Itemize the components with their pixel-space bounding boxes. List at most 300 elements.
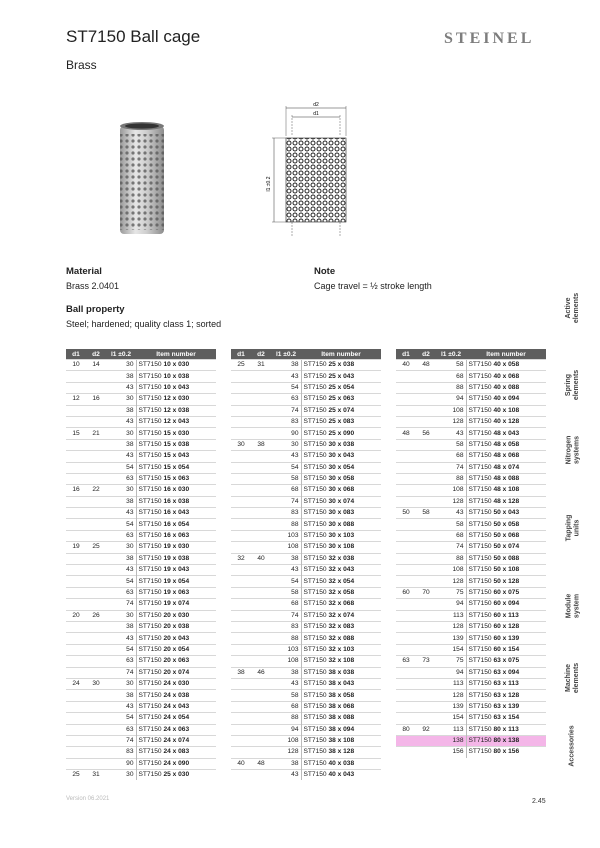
cell-item-number	[136, 565, 216, 576]
cell-d1: 15	[66, 428, 86, 439]
cell-item-number	[301, 439, 381, 450]
cell-d2	[251, 428, 271, 439]
cell-d1	[396, 496, 416, 507]
cell-l1: 68	[436, 530, 466, 541]
item-size: 32 x 108	[328, 657, 355, 665]
table-row	[66, 473, 216, 484]
item-size: 32 x 054	[328, 577, 355, 585]
table-row	[66, 690, 216, 701]
col-d2: d2	[86, 349, 106, 360]
cell-l1: 108	[271, 542, 301, 553]
cell-item-number	[301, 576, 381, 587]
item-size: 50 x 043	[493, 509, 520, 517]
cell-l1: 94	[271, 724, 301, 735]
cell-l1: 88	[436, 382, 466, 393]
cell-item-number	[136, 416, 216, 427]
cell-item-number	[301, 587, 381, 598]
cell-l1: 68	[271, 599, 301, 610]
item-prefix: ST7150	[138, 645, 162, 653]
item-size: 20 x 054	[163, 645, 190, 653]
sidebar-label: Nitrogen systems	[565, 435, 580, 465]
cell-d2	[251, 724, 271, 735]
cell-d1	[231, 656, 251, 667]
cell-item-number	[136, 758, 216, 769]
cell-d2	[416, 713, 436, 724]
cell-item-number	[466, 565, 546, 576]
item-size: 15 x 030	[163, 429, 190, 437]
item-size: 24 x 054	[163, 714, 190, 722]
cell-d1	[231, 599, 251, 610]
item-prefix: ST7150	[303, 406, 327, 414]
cell-d2	[251, 576, 271, 587]
item-size: 24 x 038	[163, 691, 190, 699]
cell-item-number	[136, 690, 216, 701]
cell-item-number	[136, 644, 216, 655]
item-prefix: ST7150	[468, 463, 492, 471]
table-row	[66, 394, 216, 405]
cell-l1: 94	[436, 599, 466, 610]
cell-item-number	[301, 485, 381, 496]
cell-l1: 43	[106, 565, 136, 576]
table-row	[396, 394, 546, 405]
table-row	[231, 394, 381, 405]
table-row	[231, 530, 381, 541]
item-size: 60 x 094	[493, 600, 520, 608]
sidebar-tapping-units[interactable]	[546, 498, 600, 558]
cell-item-number	[301, 747, 381, 758]
sidebar-nitrogen-systems[interactable]	[546, 420, 600, 480]
item-size: 25 x 054	[328, 383, 355, 391]
cell-d2	[251, 473, 271, 484]
cell-item-number	[136, 576, 216, 587]
cell-l1: 58	[271, 587, 301, 598]
cell-l1: 38	[271, 758, 301, 769]
cell-d2	[416, 473, 436, 484]
table-row	[396, 360, 546, 371]
cell-d1: 25	[66, 770, 86, 781]
cell-item-number	[136, 428, 216, 439]
table-row	[396, 553, 546, 564]
cell-item-number	[136, 701, 216, 712]
item-prefix: ST7150	[303, 589, 327, 596]
cell-d1	[231, 610, 251, 621]
item-prefix: ST7150	[468, 509, 492, 517]
table-row	[231, 371, 381, 382]
cell-d2: 14	[86, 360, 106, 371]
cell-d1	[396, 599, 416, 610]
cell-d2	[86, 473, 106, 484]
cell-l1: 83	[271, 416, 301, 427]
item-size: 38 x 068	[328, 702, 355, 710]
item-size: 48 x 043	[493, 429, 520, 437]
cell-d1	[396, 416, 416, 427]
cell-item-number	[466, 416, 546, 427]
item-prefix: ST7150	[303, 452, 327, 460]
item-prefix: ST7150	[138, 372, 162, 380]
item-prefix: ST7150	[138, 623, 162, 631]
item-prefix: ST7150	[468, 486, 492, 494]
table-row	[396, 416, 546, 427]
item-size: 50 x 088	[493, 554, 520, 562]
cell-d2: 56	[416, 428, 436, 439]
item-size: 63 x 113	[493, 680, 519, 688]
sidebar-label: Accessories	[568, 725, 576, 767]
item-size: 30 x 083	[328, 509, 355, 517]
item-prefix: ST7150	[303, 680, 327, 688]
cell-d1: 60	[396, 587, 416, 598]
cell-d1	[396, 565, 416, 576]
item-size: 60 x 113	[493, 611, 519, 619]
table-row	[66, 713, 216, 724]
sidebar-accessories[interactable]	[546, 716, 600, 776]
cell-item-number	[136, 633, 216, 644]
cell-l1: 63	[106, 473, 136, 484]
cell-item-number	[301, 621, 381, 632]
cell-item-number	[136, 656, 216, 667]
item-prefix: ST7150	[138, 714, 162, 722]
cell-d1	[66, 508, 86, 519]
cell-l1: 30	[106, 610, 136, 621]
col-item-number: Item number	[466, 349, 546, 360]
item-size: 25 x 063	[328, 395, 355, 403]
cell-d1	[231, 462, 251, 473]
cell-d2: 25	[86, 542, 106, 553]
col-l1: l1 ±0.2	[271, 349, 301, 360]
item-prefix: ST7150	[138, 600, 162, 608]
cell-l1: 54	[271, 462, 301, 473]
item-size: 24 x 043	[163, 702, 190, 710]
cell-l1: 83	[106, 747, 136, 758]
sidebar-label: Module system	[565, 593, 580, 619]
item-prefix: ST7150	[303, 543, 327, 551]
cell-l1: 54	[106, 519, 136, 530]
item-size: 40 x 038	[328, 759, 355, 767]
cell-d2	[416, 371, 436, 382]
item-prefix: ST7150	[138, 611, 162, 619]
item-size: 20 x 030	[163, 611, 190, 619]
item-prefix: ST7150	[468, 737, 492, 745]
cell-item-number	[466, 576, 546, 587]
cell-l1: 54	[106, 644, 136, 655]
table-row	[66, 439, 216, 450]
item-size: 40 x 088	[493, 383, 520, 391]
item-prefix: ST7150	[138, 748, 162, 756]
item-prefix: ST7150	[303, 429, 327, 437]
cell-d1	[396, 530, 416, 541]
cell-item-number	[136, 621, 216, 632]
item-prefix: ST7150	[468, 532, 492, 540]
cell-item-number	[136, 530, 216, 541]
table-row	[396, 439, 546, 450]
table-row	[66, 610, 216, 621]
cell-l1: 43	[106, 508, 136, 519]
cell-l1: 54	[106, 576, 136, 587]
ball-property-value: Steel; hardened; quality class 1; sorted	[66, 319, 222, 329]
sidebar-module-system[interactable]	[546, 576, 600, 636]
item-prefix: ST7150	[468, 520, 492, 528]
cell-item-number	[301, 758, 381, 769]
cell-l1: 88	[436, 553, 466, 564]
col-d2: d2	[416, 349, 436, 360]
table-row	[396, 542, 546, 553]
item-size: 19 x 074	[163, 600, 190, 608]
item-size: 16 x 030	[163, 486, 190, 494]
cell-item-number	[466, 678, 546, 689]
cell-d1: 30	[231, 439, 251, 450]
item-prefix: ST7150	[303, 668, 327, 676]
cell-item-number	[466, 587, 546, 598]
cell-l1: 88	[271, 519, 301, 530]
item-size: 32 x 058	[328, 589, 355, 596]
cell-l1: 54	[106, 713, 136, 724]
item-prefix: ST7150	[303, 657, 327, 665]
cell-d2	[251, 770, 271, 781]
cell-l1: 54	[271, 382, 301, 393]
cell-d2	[251, 394, 271, 405]
cell-l1: 74	[271, 405, 301, 416]
item-size: 10 x 030	[163, 361, 190, 369]
cell-item-number	[301, 565, 381, 576]
sidebar-label: Active elements	[564, 292, 580, 324]
cell-d2	[251, 747, 271, 758]
item-size: 12 x 030	[163, 395, 190, 403]
item-size: 60 x 154	[493, 645, 520, 653]
cell-item-number	[301, 451, 381, 462]
cell-item-number	[466, 644, 546, 655]
cell-l1: 38	[106, 405, 136, 416]
cell-d1	[66, 724, 86, 735]
cell-d1: 50	[396, 508, 416, 519]
cell-l1: 74	[106, 667, 136, 678]
cell-d2	[251, 701, 271, 712]
cell-d1	[231, 530, 251, 541]
cell-d2: 31	[251, 360, 271, 371]
item-size: 32 x 074	[328, 611, 355, 619]
cell-item-number	[466, 713, 546, 724]
cell-item-number	[136, 770, 216, 781]
sidebar-label: Spring elements	[564, 369, 580, 401]
cell-d2	[416, 485, 436, 496]
item-size: 24 x 030	[163, 680, 190, 688]
cell-item-number	[136, 508, 216, 519]
item-prefix: ST7150	[468, 611, 492, 619]
item-prefix: ST7150	[303, 532, 327, 540]
item-prefix: ST7150	[468, 372, 492, 380]
item-prefix: ST7150	[468, 645, 492, 653]
item-size: 60 x 128	[493, 623, 520, 631]
cell-l1: 43	[106, 382, 136, 393]
item-prefix: ST7150	[138, 702, 162, 710]
sidebar-spring-elements[interactable]	[546, 355, 600, 415]
table-row	[66, 496, 216, 507]
item-prefix: ST7150	[303, 440, 327, 448]
item-prefix: ST7150	[138, 383, 162, 391]
cell-l1: 63	[106, 587, 136, 598]
cell-d2	[86, 576, 106, 587]
cell-item-number	[301, 610, 381, 621]
cell-d2	[416, 519, 436, 530]
cell-d2	[86, 735, 106, 746]
table-row	[66, 667, 216, 678]
cell-d2	[251, 644, 271, 655]
cell-item-number	[301, 770, 381, 781]
cell-l1: 90	[106, 758, 136, 769]
item-size: 20 x 043	[163, 634, 190, 642]
table-row	[231, 473, 381, 484]
table-row	[231, 496, 381, 507]
table-row	[231, 416, 381, 427]
cell-l1: 43	[271, 770, 301, 781]
cell-d2: 40	[251, 553, 271, 564]
table-row	[231, 678, 381, 689]
cell-item-number	[301, 599, 381, 610]
cell-d2	[86, 747, 106, 758]
table-row	[231, 485, 381, 496]
cell-d2	[86, 633, 106, 644]
item-size: 38 x 038	[328, 668, 355, 676]
item-prefix: ST7150	[303, 566, 327, 574]
cell-l1: 43	[106, 701, 136, 712]
cell-l1: 108	[271, 735, 301, 746]
cell-item-number	[466, 610, 546, 621]
item-prefix: ST7150	[138, 543, 162, 551]
cell-item-number	[466, 667, 546, 678]
cell-d1	[66, 496, 86, 507]
cell-l1: 63	[106, 724, 136, 735]
cell-d2	[416, 553, 436, 564]
cell-l1: 58	[436, 439, 466, 450]
item-prefix: ST7150	[138, 680, 162, 688]
ball-property-heading: Ball property	[66, 304, 125, 315]
item-prefix: ST7150	[138, 566, 162, 574]
item-prefix: ST7150	[138, 532, 162, 540]
page-number: 2.45	[532, 798, 546, 805]
col-item-number: Item number	[136, 349, 216, 360]
sidebar-active-elements[interactable]	[546, 278, 600, 338]
item-prefix: ST7150	[303, 759, 327, 767]
cell-l1: 88	[271, 713, 301, 724]
table-row	[231, 713, 381, 724]
item-prefix: ST7150	[138, 634, 162, 642]
cell-d2	[251, 496, 271, 507]
cell-d2	[416, 747, 436, 758]
cell-item-number	[136, 678, 216, 689]
col-l1: l1 ±0.2	[106, 349, 136, 360]
cell-item-number	[136, 473, 216, 484]
item-prefix: ST7150	[303, 509, 327, 517]
cell-d1	[396, 382, 416, 393]
sidebar-machine-elements[interactable]	[546, 648, 600, 708]
cell-d2: 21	[86, 428, 106, 439]
item-size: 16 x 054	[163, 520, 190, 528]
cell-item-number	[466, 724, 546, 735]
cell-item-number	[301, 382, 381, 393]
cell-item-number	[301, 690, 381, 701]
item-size: 40 x 094	[493, 395, 520, 403]
item-size: 25 x 038	[328, 361, 355, 369]
cell-l1: 38	[106, 621, 136, 632]
cell-d2	[86, 599, 106, 610]
cell-d1	[231, 735, 251, 746]
cell-item-number	[301, 473, 381, 484]
cell-item-number	[136, 439, 216, 450]
item-prefix: ST7150	[468, 418, 492, 426]
cell-item-number	[466, 542, 546, 553]
cell-d2	[251, 542, 271, 553]
table-row	[396, 530, 546, 541]
table-row	[396, 405, 546, 416]
cell-item-number	[301, 519, 381, 530]
table-row	[396, 428, 546, 439]
cell-d2	[416, 633, 436, 644]
cell-l1: 113	[436, 610, 466, 621]
item-size: 24 x 090	[163, 759, 190, 767]
cell-d2	[251, 485, 271, 496]
cell-d2	[251, 382, 271, 393]
table-row	[66, 770, 216, 781]
item-prefix: ST7150	[468, 714, 492, 722]
cell-d1	[396, 713, 416, 724]
cell-d2	[416, 394, 436, 405]
item-size: 38 x 088	[328, 714, 355, 722]
table-row	[66, 565, 216, 576]
item-size: 50 x 128	[493, 577, 520, 585]
cell-d2: 92	[416, 724, 436, 735]
cell-item-number	[301, 701, 381, 712]
item-prefix: ST7150	[468, 748, 492, 756]
cell-d2	[416, 565, 436, 576]
sidebar-label: Tapping units	[564, 514, 580, 542]
cell-d2	[86, 382, 106, 393]
item-prefix: ST7150	[303, 611, 327, 619]
table-row	[396, 576, 546, 587]
item-size: 30 x 038	[328, 440, 355, 448]
cell-d2	[416, 701, 436, 712]
cell-item-number	[466, 496, 546, 507]
cell-l1: 30	[106, 360, 136, 371]
table-row	[66, 360, 216, 371]
cell-d1	[66, 621, 86, 632]
cell-d1	[66, 656, 86, 667]
table-row	[66, 462, 216, 473]
cell-d2	[251, 519, 271, 530]
item-size: 25 x 030	[163, 771, 190, 779]
cell-l1: 108	[436, 485, 466, 496]
item-size: 32 x 103	[328, 645, 355, 653]
cell-l1: 108	[271, 656, 301, 667]
item-prefix: ST7150	[468, 566, 492, 574]
cell-item-number	[466, 439, 546, 450]
item-size: 48 x 068	[493, 452, 520, 460]
table-row	[231, 428, 381, 439]
cell-d1	[396, 371, 416, 382]
spec-table-2	[231, 349, 381, 780]
cell-d1	[396, 451, 416, 462]
cell-d2	[86, 405, 106, 416]
cell-d2	[251, 371, 271, 382]
item-prefix: ST7150	[303, 577, 327, 585]
item-size: 63 x 139	[493, 702, 520, 710]
cell-d1	[231, 451, 251, 462]
table-row	[66, 428, 216, 439]
cell-l1: 128	[436, 496, 466, 507]
cell-d2	[86, 701, 106, 712]
cell-d1	[396, 462, 416, 473]
cell-item-number	[301, 496, 381, 507]
cell-d1	[231, 678, 251, 689]
cell-l1: 38	[106, 553, 136, 564]
table-row	[231, 553, 381, 564]
